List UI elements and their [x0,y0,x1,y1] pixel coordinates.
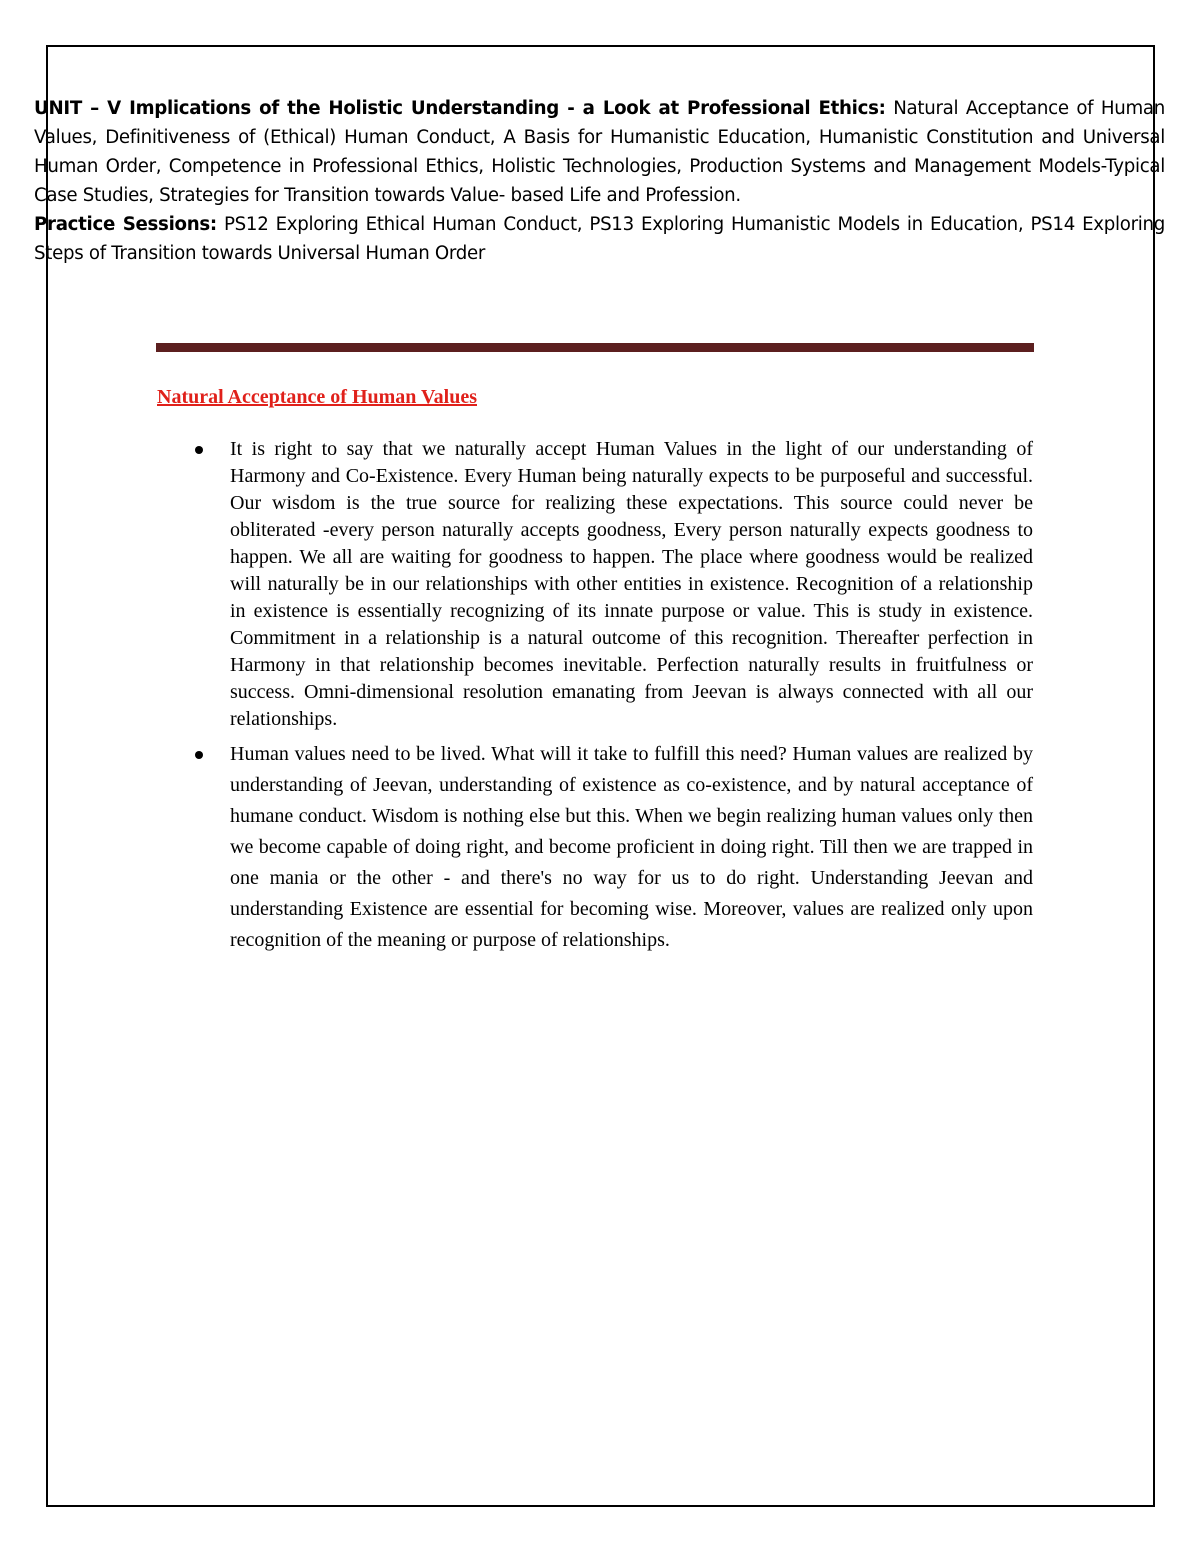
list-item [230,436,1033,733]
syllabus-block [34,94,1165,268]
practice-label: Practice Sessions: [34,214,217,235]
bullet-text: It is right to say that we naturally accept Human Values in the light of our understanding of Harmony and Co-Existence. Every Human being naturally expects to be purposeful and successful. Our wisdom is the true source for realizing these expectations. This source could never be obliterated -every person naturally accepts goodness, Every person naturally expects goodness to happen. We all are waiting for goodness to happen. The place where goodness would be realized will naturally be in our relationships with other entities in existence. Recognition of a relationship in existence is essentially recognizing of its innate purpose or value. This is study in existence. Commitment in a relationship is a natural outcome of this recognition. Thereafter perfection in Harmony in that relationship becomes inevitable. Perfection naturally results in fruitfulness or success. Omni-dimensional resolution emanating from Jeevan is always connected with all our relationships. [230,438,1033,730]
list-item [230,739,1033,956]
bullet-icon [195,751,203,759]
section-divider [156,343,1034,352]
section-heading: Natural Acceptance of Human Values [157,386,477,408]
unit-title: UNIT – V Implications of the Holistic Understanding - a Look at Professional Ethics: [34,98,886,119]
bullet-text: Human values need to be lived. What will it take to fulfill this need? Human values are realized by understanding of Jeevan, understanding of existence as co-existence, and by natural acceptance of humane conduct. Wisdom is nothing else but this. When we begin realizing human values only then we become capable of doing right, and become proficient in doing right. Till then we are trapped in one mania or the other - and there's no way for us to do right. Understanding Jeevan and understanding Existence are essential for becoming wise. Moreover, values are realized only upon recognition of the meaning or purpose of relationships. [230,743,1033,951]
practice-paragraph [34,210,1165,268]
practice-topics: PS12 Exploring Ethical Human Conduct, PS13 Exploring Humanistic Models in Education, PS14 Exploring Steps of Transition towards Universal Human Order [34,214,1165,264]
unit-paragraph [34,94,1165,210]
bullet-list [230,436,1033,956]
unit-topics: Natural Acceptance of Human Values, Definitiveness of (Ethical) Human Conduct, A Basis for Humanistic Education, Humanistic Constitution and Universal Human Order, Competence in Professional Ethics, Holistic Technologies, Production Systems and Management Models-Typical Case Studies, Strategies for Transition towards Value- based Life and Profession. [34,98,1166,206]
bullet-icon [195,446,203,454]
